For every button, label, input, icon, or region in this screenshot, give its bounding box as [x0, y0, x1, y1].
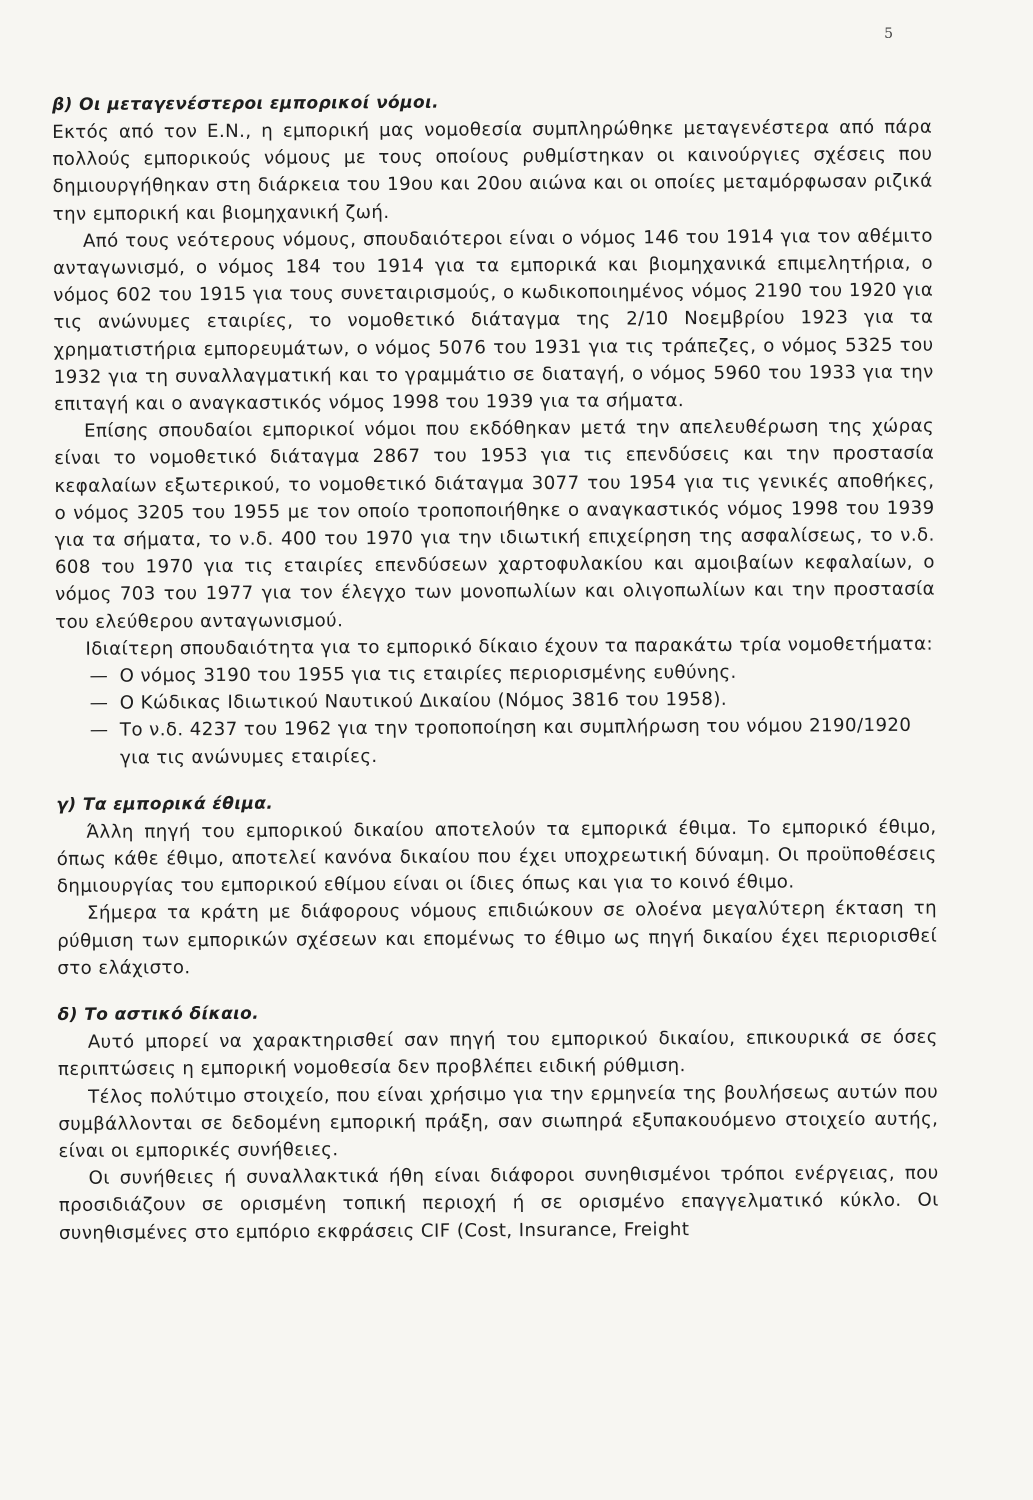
- section-heading-civil-law: δ) Το αστικό δίκαιο.: [57, 1003, 260, 1026]
- section-heading-commercial-customs: γ) Τα εμπορικά έθιμα.: [56, 793, 274, 815]
- dash-marker: —: [89, 720, 109, 742]
- list-item: [56, 712, 936, 772]
- paragraph: Επίσης σπουδαίοι εμπορικοί νόμοι που εκδόθηκαν μετά την απελευθέρωση της χώρας είναι το νομοθετικό διάταγμα 2867 του 1953 για τις επενδύσεις και την προστασία κεφαλαίων εξωτερικού, το νομοθετικό διάταγμα 3077 του 1954 για τις γενικές αποθήκες, ο νόμος 3205 του 1955 με τον οποίο τροποποιήθηκε ο αναγκαστικός νόμος 1998 του 1939 για τα σήματα, το ν.δ. 400 του 1970 για την ιδιωτική επιχείρηση της ασφαλίσεως, το ν.δ. 608 του 1970 για τις εταιρίες επενδύσεων χαρτοφυλακίου και αμοιβαίων κεφαλαίων, ο νόμος 703 του 1977 για τον έλεγχο των μονοπωλίων και ολιγοπωλίων και την προστασία του ελεύθερου ανταγωνισμού.: [54, 415, 936, 633]
- section-heading-later-laws: β) Οι μεταγενέστεροι εμπορικοί νόμοι.: [52, 92, 440, 115]
- list-item-text: Ο νόμος 3190 του 1955 για τις εταιρίες περιορισμένης ευθύνης.: [119, 661, 737, 687]
- paragraph: Σήμερα τα κράτη με διάφορους νόμους επιδιώκουν σε ολοένα μεγαλύτερη έκταση τη ρύθμιση των εμπορικών σχέσεων και επομένως το έθιμο ως πηγή δικαίου έχει περιορισθεί στο ελάχιστο.: [57, 898, 938, 979]
- paragraph: Άλλη πηγή του εμπορικού δικαίου αποτελούν τα εμπορικά έθιμα. Το εμπορικό έθιμο, όπως κάθε έθιμο, αποτελεί κανόνα δικαίου που έχει υποχρεωτική δύναμη. Οι προϋποθέσεις δημιουργίας του εμπορικού εθίμου είναι οι ίδιες όπως και για το κοινό έθιμο.: [56, 816, 937, 898]
- dash-marker: —: [89, 665, 109, 687]
- list-item-text: Ο Κώδικας Ιδιωτικού Ναυτικού Δικαίου (Νόμος 3816 του 1958).: [119, 689, 728, 714]
- dash-marker: —: [89, 692, 109, 715]
- laws-list: [55, 658, 936, 772]
- page-body: [52, 87, 939, 1247]
- paragraph: Τέλος πολύτιμο στοιχείο, που είναι χρήσιμο για την ερμηνεία της βουλήσεως αυτών που συμβάλλονται σε δεδομένη εμπορική πράξη, σαν σιωπηρά εξυπακουόμενο στοιχείο αυτής, είναι οι εμπορικές συνήθειες.: [58, 1081, 939, 1162]
- page-number: 5: [884, 26, 893, 42]
- paragraph: Εκτός από τον Ε.Ν., η εμπορική μας νομοθεσία συμπληρώθηκε μεταγενέστερα από πάρα πολλούς εμπορικούς νόμους με τους οποίους ρυθμίστηκαν οι καινούργιες σχέσεις που δημιουργήθηκαν στη διάρκεια του 19ου και 20ου αιώνα και οι οποίες μεταμόρφωσαν ριζικά την εμπορική και βιομηχανική ζωή.: [52, 116, 933, 225]
- paragraph: Ιδιαίτερη σπουδαιότητα για το εμπορικό δίκαιο έχουν τα παρακάτω τρία νομοθετήματα:: [85, 633, 934, 660]
- paragraph: Αυτό μπορεί να χαρακτηρισθεί σαν πηγή του εμπορικού δικαίου, επικουρικά σε όσες περιπτώσεις η εμπορική νομοθεσία δεν προβλέπει ειδική ρύθμιση.: [57, 1026, 938, 1081]
- list-item-text: Το ν.δ. 4237 του 1962 για την τροποποίηση και συμπλήρωση του νόμου 2190/1920 για τις ανώνυμες εταιρίες.: [119, 715, 912, 769]
- paragraph: Οι συνήθειες ή συναλλακτικά ήθη είναι διάφοροι συνηθισμένοι τρόποι ενέργειας, που προσιδιάζουν σε ορισμένη τοπική περιοχή ή σε ορισμένο επαγγελματικό κύκλο. Οι συνηθισμένες στο εμπόριο εκφράσεις CIF (Cost, Insurance, Freight: [58, 1162, 939, 1244]
- paragraph: Από τους νεότερους νόμους, σπουδαιότεροι είναι ο νόμος 146 του 1914 για τον αθέμιτο ανταγωνισμό, ο νόμος 184 του 1914 για τα εμπορικά και βιομηχανικά επιμελητήρια, ο νόμος 602 του 1915 για τους συνεταιρισμούς, ο κωδικοποιημένος νόμος 2190 του 1920 για τις ανώνυμες εταιρίες, το νομοθετικό διάταγμα της 2/10 Νοεμβρίου 1923 για τα χρηματιστήρια εμπορευμάτων, ο νόμος 5076 του 1931 για τις τράπεζες, ο νόμος 5325 του 1932 για τη συναλλαγματική και το γραμμάτιο σε διαταγή, ο νόμος 5960 του 1933 για την επιταγή και ο αναγκαστικός νόμος 1998 του 1939 για τα σήματα.: [53, 225, 934, 416]
